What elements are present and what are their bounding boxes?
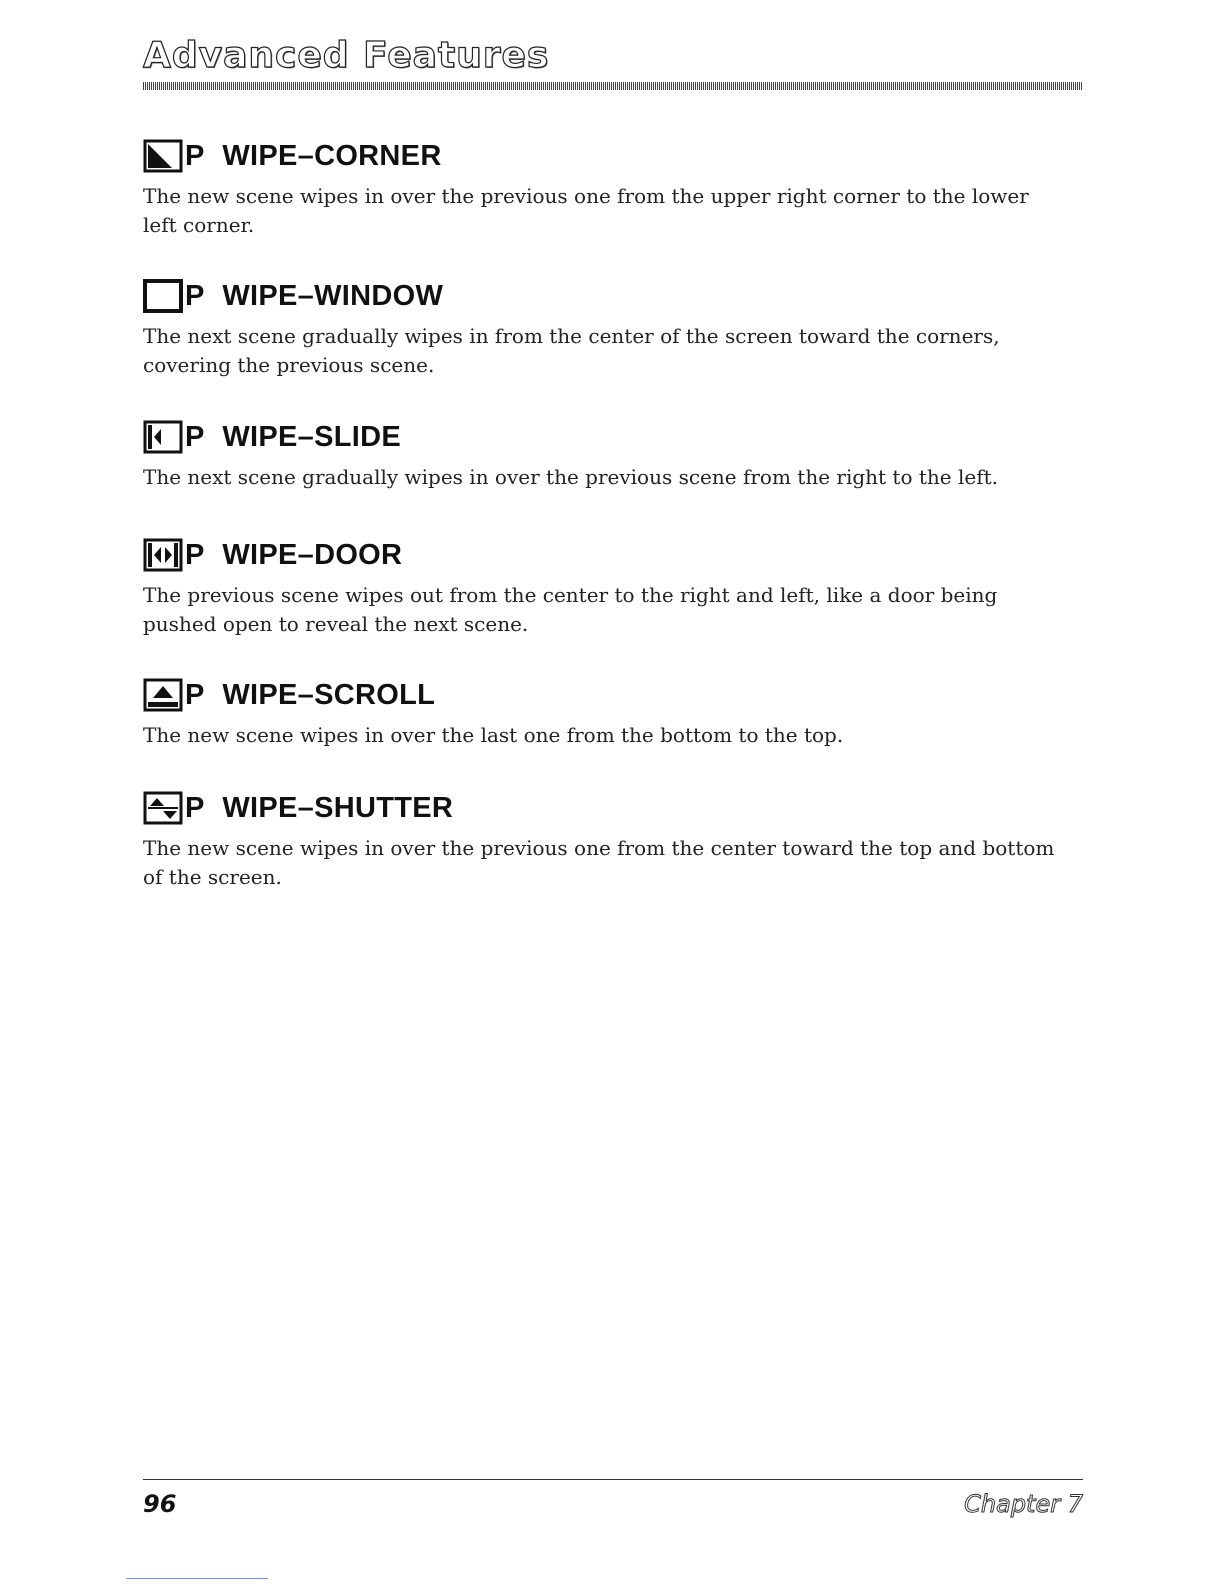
- bottom-mark: [126, 1578, 268, 1579]
- section-description: The next scene gradually wipes in from the center of the screen toward the corners, covering the previous scene.: [143, 324, 1000, 377]
- section-title: WIPE–DOOR: [222, 539, 403, 571]
- section-heading: [143, 788, 1083, 828]
- section-title: WIPE–WINDOW: [222, 280, 444, 312]
- section-title: WIPE–SHUTTER: [222, 792, 454, 824]
- wipe-door-icon: [143, 538, 183, 572]
- p-mark: P: [185, 792, 205, 824]
- section-heading: [143, 675, 1083, 715]
- p-mark: P: [185, 679, 205, 711]
- wipe-scroll-icon: [143, 678, 183, 712]
- section-description: The next scene gradually wipes in over the previous scene from the right to the left.: [143, 465, 998, 489]
- section-heading: [143, 136, 1083, 176]
- section-wipe-window: [143, 276, 1083, 380]
- wipe-slide-icon: [143, 420, 183, 454]
- wipe-window-icon: [143, 279, 183, 313]
- p-mark: P: [185, 280, 205, 312]
- section-description: The new scene wipes in over the previous one from the center toward the top and bottom of the screen.: [143, 836, 1055, 889]
- section-title: WIPE–CORNER: [222, 140, 442, 172]
- page-title: Advanced Features: [143, 35, 550, 76]
- footer-rule: [143, 1479, 1083, 1480]
- section-description: The new scene wipes in over the last one from the bottom to the top.: [143, 723, 844, 747]
- header-rule: [143, 82, 1083, 90]
- section-wipe-door: [143, 535, 1083, 639]
- p-mark: P: [185, 140, 205, 172]
- section-heading: [143, 417, 1083, 457]
- section-description: The previous scene wipes out from the center to the right and left, like a door being pushed open to reveal the next scene.: [143, 583, 998, 636]
- wipe-shutter-icon: [143, 791, 183, 825]
- p-mark: P: [185, 539, 205, 571]
- section-heading: [143, 276, 1083, 316]
- section-title: WIPE–SCROLL: [222, 679, 436, 711]
- section-wipe-corner: [143, 136, 1083, 240]
- chapter-label: Chapter 7: [964, 1490, 1083, 1518]
- section-wipe-shutter: [143, 788, 1083, 892]
- section-description: The new scene wipes in over the previous one from the upper right corner to the lower left corner.: [143, 184, 1029, 237]
- section-wipe-slide: [143, 417, 1083, 492]
- section-wipe-scroll: [143, 675, 1083, 750]
- section-heading: [143, 535, 1083, 575]
- page-header: [143, 36, 1083, 90]
- page-number: 96: [143, 1490, 177, 1518]
- wipe-corner-icon: [143, 139, 183, 173]
- p-mark: P: [185, 421, 205, 453]
- section-title: WIPE–SLIDE: [222, 421, 401, 453]
